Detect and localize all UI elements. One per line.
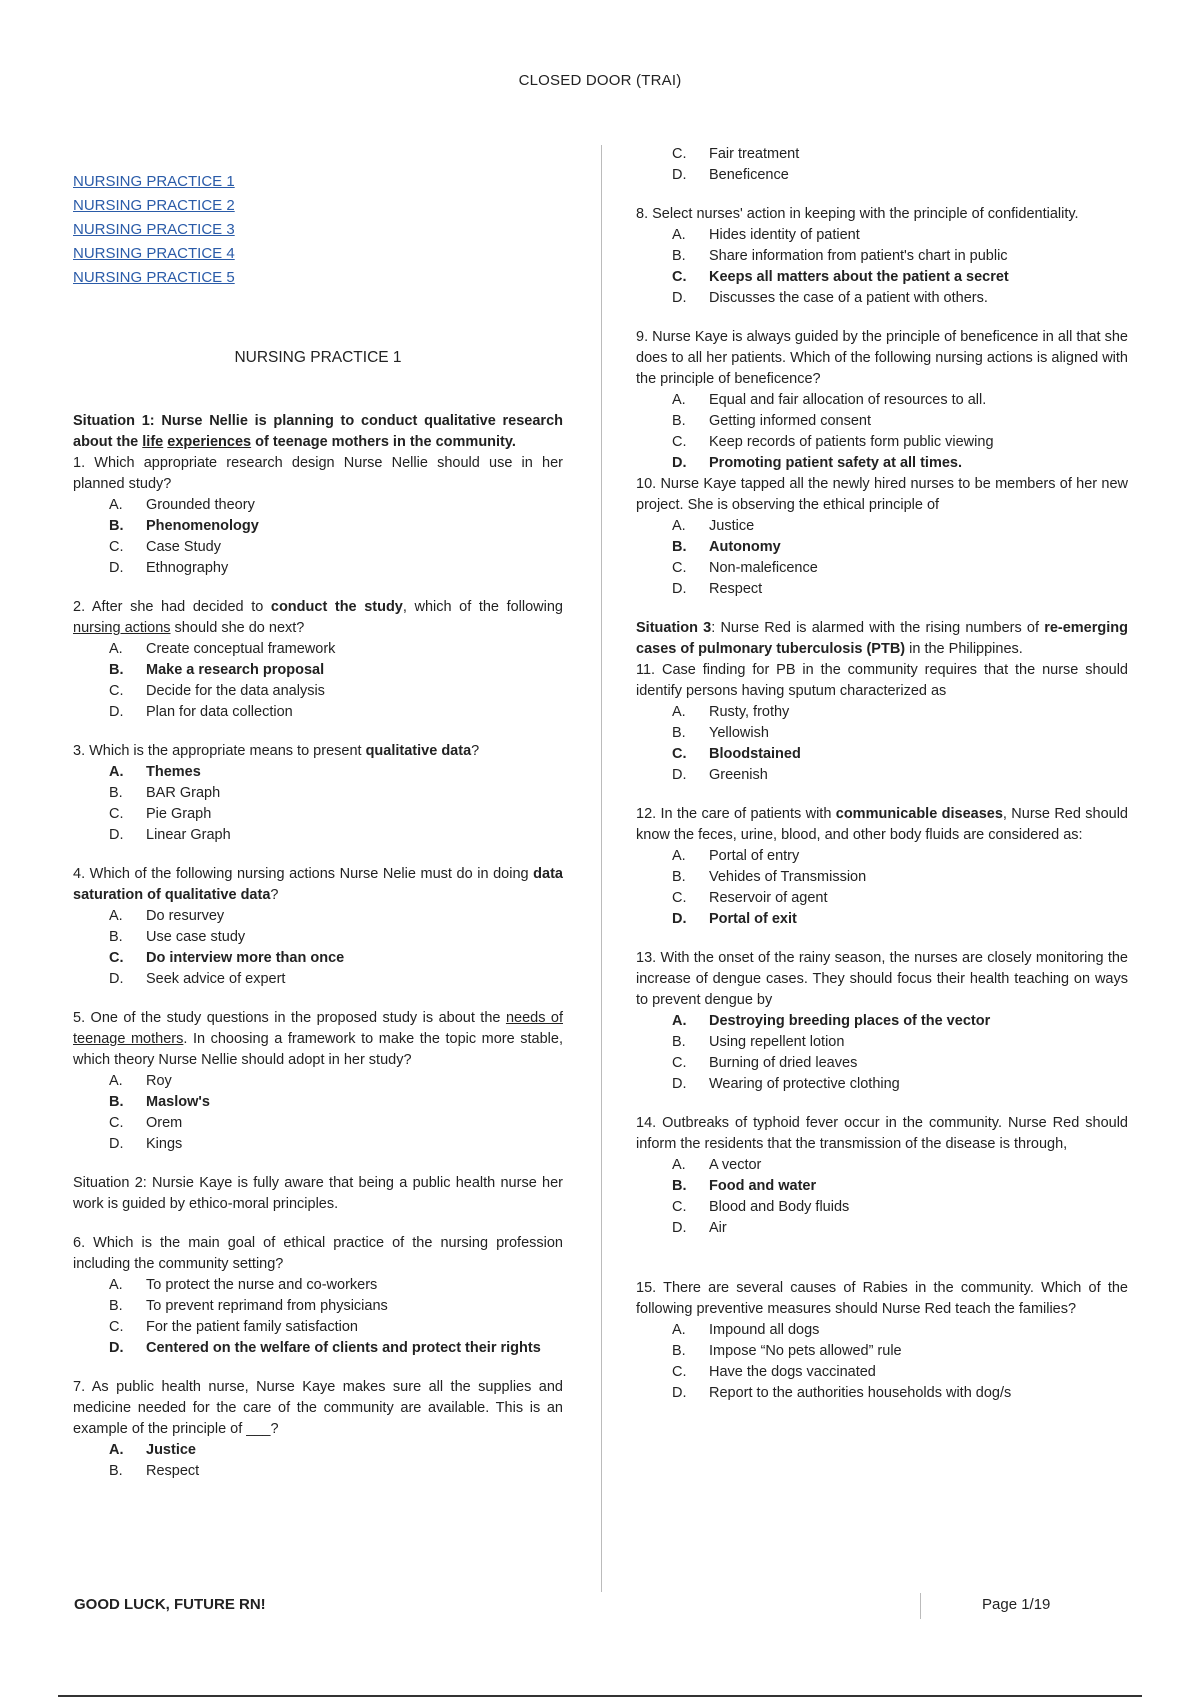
option: C. Burning of dried leaves	[672, 1055, 858, 1071]
toc-link-1[interactable]: NURSING PRACTICE 1	[73, 173, 235, 190]
question-15-options	[636, 1320, 1128, 1404]
question-7-options-right	[636, 144, 1128, 186]
question-3: 3. Which is the appropriate means to present qualitative data?	[73, 743, 480, 759]
toc-link-2[interactable]: NURSING PRACTICE 2	[73, 197, 235, 214]
document-header: CLOSED DOOR (TRAI)	[518, 72, 682, 89]
option: A. Equal and fair allocation of resources to all.	[672, 392, 987, 408]
question-5: 5. One of the study questions in the proposed study is about the needs of teenage mothers. In choosing a framework to make the topic more stable, which theory Nurse Nellie should adopt in her study?	[73, 1010, 563, 1068]
option-answer: C. Do interview more than once	[109, 950, 345, 966]
option: A. Create conceptual framework	[109, 641, 336, 657]
option: C. For the patient family satisfaction	[109, 1319, 358, 1335]
option: A. To protect the nurse and co-workers	[109, 1277, 378, 1293]
question-5-options	[73, 1071, 563, 1155]
option-answer: A. Themes	[109, 764, 201, 780]
option: A. Hides identity of patient	[672, 227, 860, 243]
situation-3: Situation 3: Nurse Red is alarmed with the rising numbers of re-emerging cases of pulmonary tuberculosis (PTB) in the Philippines.	[636, 620, 1128, 657]
option: A. Portal of entry	[672, 848, 800, 864]
right-column	[636, 144, 1128, 1404]
question-14: 14. Outbreaks of typhoid fever occur in the community. Nurse Red should inform the residents that the transmission of the disease is through,	[636, 1115, 1128, 1152]
option: D. Kings	[109, 1136, 183, 1152]
option: A. Rusty, frothy	[672, 704, 790, 720]
question-13: 13. With the onset of the rainy season, the nurses are closely monitoring the increase of dengue cases. They should focus their health teaching on ways to prevent dengue by	[636, 950, 1128, 1008]
option-answer: D. Portal of exit	[672, 911, 797, 927]
option: C. Pie Graph	[109, 806, 212, 822]
option: D. Report to the authorities households with dog/s	[672, 1385, 1012, 1401]
option-answer: B. Maslow's	[109, 1094, 210, 1110]
question-2-options	[73, 639, 563, 723]
option-answer: C. Keeps all matters about the patient a secret	[672, 269, 1009, 285]
situation-2: Situation 2: Nursie Kaye is fully aware that being a public health nurse her work is guided by ethico-moral principles.	[73, 1175, 563, 1212]
option-answer: A. Justice	[109, 1442, 196, 1458]
question-10: 10. Nurse Kaye tapped all the newly hired nurses to be members of her new project. She is observing the ethical principle of	[636, 476, 1128, 513]
option: B. Use case study	[109, 929, 246, 945]
option: C. Case Study	[109, 539, 221, 555]
question-8-options	[636, 225, 1128, 309]
option: B. Impose “No pets allowed” rule	[672, 1343, 902, 1359]
option: D. Greenish	[672, 767, 768, 783]
question-8: 8. Select nurses' action in keeping with the principle of confidentiality.	[636, 206, 1079, 222]
question-3-options	[73, 762, 563, 846]
column-divider	[601, 145, 602, 1592]
option: B. BAR Graph	[109, 785, 221, 801]
option: A. Impound all dogs	[672, 1322, 820, 1338]
question-4-options	[73, 906, 563, 990]
question-13-options	[636, 1011, 1128, 1095]
left-column	[73, 170, 563, 1482]
question-2: 2. After she had decided to conduct the study, which of the following nursing actions should she do next?	[73, 599, 563, 636]
question-1-options	[73, 495, 563, 579]
option: D. Discusses the case of a patient with others.	[672, 290, 988, 306]
option: D. Plan for data collection	[109, 704, 293, 720]
toc-link-4[interactable]: NURSING PRACTICE 4	[73, 245, 235, 262]
question-9-options	[636, 390, 1128, 474]
option: D. Beneficence	[672, 167, 789, 183]
option: C. Non-maleficence	[672, 560, 818, 576]
option: C. Keep records of patients form public viewing	[672, 434, 994, 450]
option: A. Roy	[109, 1073, 172, 1089]
option: D. Ethnography	[109, 560, 229, 576]
option: A. Justice	[672, 518, 755, 534]
option: B. Yellowish	[672, 725, 769, 741]
option-answer: B. Autonomy	[672, 539, 781, 555]
situation-1	[73, 411, 563, 453]
question-7-options-left	[73, 1440, 563, 1482]
option-answer: D. Centered on the welfare of clients and protect their rights	[109, 1340, 541, 1356]
option: B. To prevent reprimand from physicians	[109, 1298, 388, 1314]
question-12-options	[636, 846, 1128, 930]
situation-1-life: life	[142, 434, 164, 450]
option-answer: D. Promoting patient safety at all times.	[672, 455, 962, 471]
section-title: NURSING PRACTICE 1	[234, 349, 402, 366]
option: C. Blood and Body fluids	[672, 1199, 850, 1215]
situation-1-text-end: of teenage mothers in the community.	[251, 434, 516, 450]
option: B. Vehides of Transmission	[672, 869, 867, 885]
option: B. Using repellent lotion	[672, 1034, 845, 1050]
question-14-options	[636, 1155, 1128, 1239]
option: C. Orem	[109, 1115, 183, 1131]
option-answer: A. Destroying breeding places of the vector	[672, 1013, 991, 1029]
bottom-rule	[58, 1695, 1142, 1697]
option-answer: B. Food and water	[672, 1178, 817, 1194]
question-7: 7. As public health nurse, Nurse Kaye makes sure all the supplies and medicine needed for the care of the community are available. This is an example of the principle of ___?	[73, 1379, 563, 1437]
question-6: 6. Which is the main goal of ethical practice of the nursing profession including the community setting?	[73, 1235, 563, 1272]
question-11-options	[636, 702, 1128, 786]
option: C. Decide for the data analysis	[109, 683, 325, 699]
table-of-contents	[73, 170, 563, 290]
option: B. Getting informed consent	[672, 413, 872, 429]
toc-link-3[interactable]: NURSING PRACTICE 3	[73, 221, 235, 238]
option: D. Air	[672, 1220, 727, 1236]
footer-separator	[920, 1593, 921, 1619]
question-9: 9. Nurse Kaye is always guided by the principle of beneficence in all that she does to all her patients. Which of the following nursing actions is aligned with the principle of beneficence?	[636, 329, 1128, 387]
option: B. Share information from patient's chart in public	[672, 248, 1008, 264]
question-10-options	[636, 516, 1128, 600]
question-15: 15. There are several causes of Rabies in the community. Which of the following preventive measures should Nurse Red teach the families?	[636, 1280, 1128, 1317]
situation-1-text: Situation 1: Nurse Nellie is planning to conduct qualitative research about the	[73, 413, 563, 450]
option: C. Fair treatment	[672, 146, 800, 162]
option: A. Grounded theory	[109, 497, 255, 513]
question-11: 11. Case finding for PB in the community requires that the nurse should identify persons having sputum characterized as	[636, 662, 1128, 699]
option: B. Respect	[109, 1463, 200, 1479]
option: D. Respect	[672, 581, 763, 597]
option-answer: B. Phenomenology	[109, 518, 259, 534]
option: D. Linear Graph	[109, 827, 231, 843]
question-1: 1. Which appropriate research design Nurse Nellie should use in her planned study?	[73, 455, 563, 492]
footer-message: GOOD LUCK, FUTURE RN!	[74, 1596, 266, 1613]
question-4: 4. Which of the following nursing actions Nurse Nelie must do in doing data saturation of qualitative data?	[73, 866, 563, 903]
option: C. Have the dogs vaccinated	[672, 1364, 876, 1380]
page-number: Page 1/19	[982, 1596, 1051, 1613]
question-12: 12. In the care of patients with communicable diseases, Nurse Red should know the feces, urine, blood, and other body fluids are considered as:	[636, 806, 1128, 843]
option-answer: B. Make a research proposal	[109, 662, 325, 678]
situation-1-experiences: experiences	[167, 434, 252, 450]
question-6-options	[73, 1275, 563, 1359]
option: D. Wearing of protective clothing	[672, 1076, 900, 1092]
option: A. Do resurvey	[109, 908, 225, 924]
toc-link-5[interactable]: NURSING PRACTICE 5	[73, 269, 235, 286]
option: D. Seek advice of expert	[109, 971, 286, 987]
option-answer: C. Bloodstained	[672, 746, 801, 762]
option: C. Reservoir of agent	[672, 890, 828, 906]
option: A. A vector	[672, 1157, 762, 1173]
